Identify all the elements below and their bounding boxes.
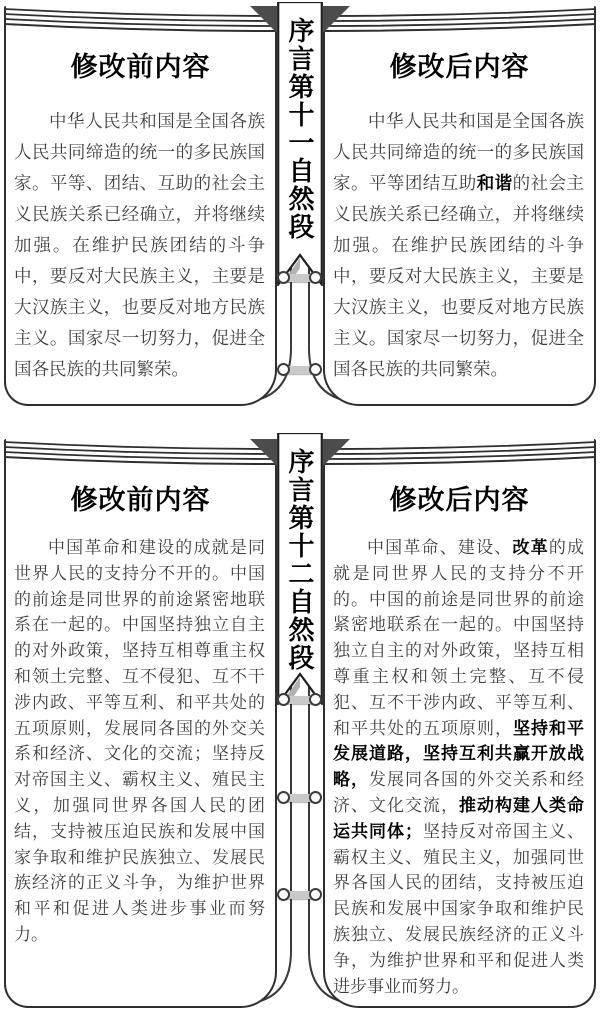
- page-before: [4, 439, 277, 1008]
- before-text: 中华人民共和国是全国各族人民共同缔造的统一的多民族国家。平等、团结、互助的社会主义民族关系已经确立，并将继续加强。在维护民族团结的斗争中，要反对大民族主义，主要是大汉族主义，也要反对地方民族主义。国家尽一切努力，促进全国各民族的共同繁荣。: [14, 111, 265, 379]
- spine-label: 序言第十一自然段: [285, 17, 315, 241]
- page-stack-edges-icon: [323, 6, 596, 32]
- binder-ring-icon: [276, 271, 324, 285]
- spine-ribbon: [277, 2, 323, 286]
- page-before: [4, 6, 277, 406]
- binder-ring-icon: [276, 791, 324, 805]
- page-stack-edges-icon: [323, 439, 596, 465]
- binder-ring-icon: [276, 693, 324, 707]
- spine-label: 序言第十二自然段: [285, 448, 315, 672]
- before-title: 修改前内容: [70, 485, 211, 515]
- page-after: [323, 439, 596, 1008]
- after-title: 修改后内容: [389, 485, 530, 515]
- page-stack-edges-icon: [4, 439, 277, 465]
- before-text: 中国革命和建设的成就是同世界人民的支持分不开的。中国的前途是同世界的前途紧密地联系在一起的。中国坚持独立自主的对外政策，坚持互相尊重主权和领土完整、互不侵犯、互不干涉内政、平等互利、和平共处的五项原则，发展同各国的外交关系和经济、文化的交流；坚持反对帝国主义、霸权主义、殖民主义，加强同世界各国人民的团结，支持被压迫民族和发展中国家争取和维护民族独立、发展民族经济的正义斗争，为维护世界和平和促进人类进步事业而努力。: [14, 538, 265, 944]
- spine-ribbon: [277, 433, 323, 705]
- page-after: [323, 6, 596, 406]
- page-stack-edges-icon: [4, 6, 277, 32]
- panel-preamble-paragraph-12: [0, 433, 600, 1011]
- after-text: 中华人民共和国是全国各族人民共同缔造的统一的多民族国家。平等团结互助和谐的社会主义民族关系已经确立，并将继续加强。在维护民族团结的斗争中，要反对大民族主义，主要是大汉族主义，也要反对地方民族主义。国家尽一切努力，促进全国各民族的共同繁荣。: [333, 111, 585, 379]
- panel-preamble-paragraph-11: [0, 0, 600, 428]
- before-title: 修改前内容: [70, 52, 211, 82]
- binder-ring-icon: [276, 363, 324, 377]
- binder-ring-icon: [276, 888, 324, 902]
- after-title: 修改后内容: [389, 52, 530, 82]
- after-text: 中国革命、建设、改革的成就是同世界人民的支持分不开的。中国的前途是同世界的前途紧密地联系在一起的。中国坚持独立自主的对外政策，坚持互相尊重主权和领土完整、互不侵犯、互不干涉内政、平等互利、和平共处的五项原则，坚持和平发展道路，坚持互利共赢开放战略，发展同各国的外交关系和经济、文化交流，推动构建人类命运共同体；坚持反对帝国主义、霸权主义、殖民主义，加强同世界各国人民的团结，支持被压迫民族和发展中国家争取和维护民族独立、发展民族经济的正义斗争，为维护世界和平和促进人类进步事业而努力。: [333, 538, 585, 996]
